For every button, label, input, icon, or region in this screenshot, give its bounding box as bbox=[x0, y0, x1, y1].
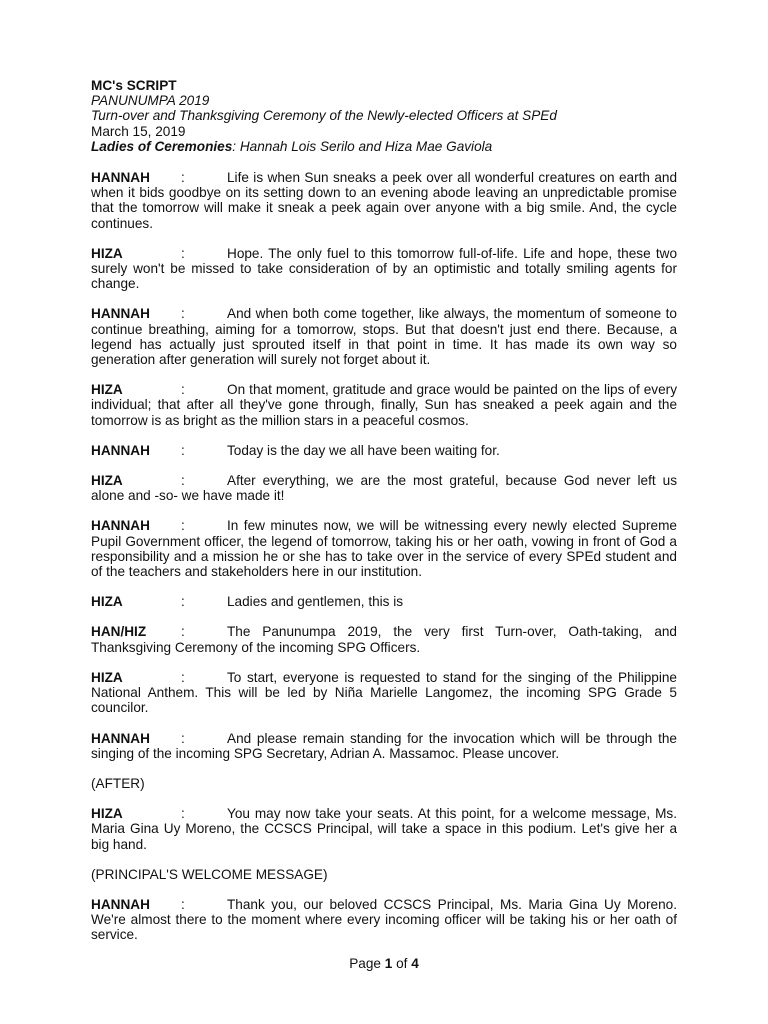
stage-note-after: (AFTER) bbox=[91, 775, 145, 791]
dialogue-line bbox=[91, 443, 677, 458]
speaker-name: HIZA bbox=[91, 473, 123, 489]
hosts-label: Ladies of Ceremonies bbox=[91, 138, 233, 154]
speaker-name: HIZA bbox=[91, 806, 123, 822]
event-subtitle: Turn-over and Thanksgiving Ceremony of the Newly-elected Officers at SPEd bbox=[91, 108, 557, 124]
of-word: of bbox=[396, 956, 408, 971]
script-body bbox=[91, 78, 677, 943]
line-text: You may now take your seats. At this point, for a welcome message, Ms. Maria Gina Uy Moreno, the CCSCS Principal, will take a space in this podium. Let's give her a big hand. bbox=[91, 806, 677, 852]
speaker-name: HANNAH bbox=[91, 442, 150, 458]
dialogue-line bbox=[91, 670, 677, 716]
speaker-name: HAN/HIZ bbox=[91, 624, 147, 640]
dialogue-line bbox=[91, 382, 677, 428]
dialogue-line bbox=[91, 624, 677, 654]
stage-note-principal: (PRINCIPAL'S WELCOME MESSAGE) bbox=[91, 866, 328, 882]
line-text: After everything, we are the most grateful, because God never left us alone and -so- we have made it! bbox=[91, 473, 677, 504]
page-total: 4 bbox=[411, 956, 419, 971]
speaker-colon: : bbox=[181, 306, 185, 322]
line-text: Life is when Sun sneaks a peek over all wonderful creatures on earth and when it bids goodbye on its setting down to an evening abode leaving an unpredictable promise that the tomorrow will make it sneak a peek again over anyone with a big smile. And, the cycle continues. bbox=[91, 170, 677, 231]
line-text: Ladies and gentlemen, this is bbox=[227, 594, 404, 610]
speaker-colon: : bbox=[181, 382, 185, 398]
line-text: On that moment, gratitude and grace would be painted on the lips of every individual; that after all they've gone through, finally, Sun has sneaked a peek again and the tomorrow is as bright as the million stars in a peaceful cosmos. bbox=[91, 382, 677, 428]
dialogue-line bbox=[91, 518, 677, 579]
dialogue-line bbox=[91, 473, 677, 503]
dialogue-lines bbox=[91, 170, 677, 761]
speaker-name: HANNAH bbox=[91, 896, 150, 912]
speaker-colon: : bbox=[181, 730, 185, 746]
speaker-name: HANNAH bbox=[91, 730, 150, 746]
speaker-colon: : bbox=[181, 594, 185, 610]
line-text: Thank you, our beloved CCSCS Principal, Ms. Maria Gina Uy Moreno. We're almost there to the moment where every incoming officer will be taking his or her oath of service. bbox=[91, 896, 677, 943]
page-footer bbox=[0, 956, 768, 971]
script-title: MC's SCRIPT bbox=[91, 78, 177, 93]
speaker-name: HANNAH bbox=[91, 170, 150, 186]
speaker-name: HIZA bbox=[91, 594, 123, 610]
line-text: To start, everyone is requested to stand for the singing of the Philippine National Anthem. This will be led by Niña Marielle Langomez, the incoming SPG Grade 5 councilor. bbox=[91, 669, 677, 716]
hosts-names: : Hannah Lois Serilo and Hiza Mae Gaviola bbox=[232, 138, 493, 154]
speaker-colon: : bbox=[181, 624, 185, 640]
dialogue-line bbox=[91, 170, 677, 231]
speaker-colon: : bbox=[181, 442, 185, 458]
dialogue-line bbox=[91, 806, 677, 852]
speaker-name: HIZA bbox=[91, 245, 123, 261]
line-text: Hope. The only fuel to this tomorrow full-of-life. Life and hope, these two surely won't be missed to take consideration of by an optimistic and totally smiling agents for change. bbox=[91, 245, 677, 292]
speaker-colon: : bbox=[181, 170, 185, 186]
dialogue-line bbox=[91, 731, 677, 761]
event-date: March 15, 2019 bbox=[91, 123, 186, 139]
line-text: In few minutes now, we will be witnessing every newly elected Supreme Pupil Government officer, the legend of tomorrow, taking his or her oath, vowing in front of God a responsibility and a mission he or she has to take over in the service of every SPEd student and of the teachers and stakeholders here in our institution. bbox=[91, 518, 677, 580]
speaker-name: HANNAH bbox=[91, 306, 150, 322]
speaker-colon: : bbox=[181, 473, 185, 489]
event-name: PANUNUMPA 2019 bbox=[91, 93, 210, 109]
page-number: 1 bbox=[384, 956, 393, 971]
line-text: And please remain standing for the invocation which will be through the singing of the incoming SPG Secretary, Adrian A. Massamoc. Please uncover. bbox=[91, 730, 677, 761]
dialogue-line bbox=[91, 594, 677, 609]
dialogue-line bbox=[91, 897, 677, 943]
speaker-colon: : bbox=[181, 669, 185, 685]
speaker-colon: : bbox=[181, 896, 185, 912]
speaker-name: HIZA bbox=[91, 669, 123, 685]
hosts-line bbox=[91, 139, 677, 154]
speaker-colon: : bbox=[181, 806, 185, 822]
line-text: Today is the day we all have been waiting for. bbox=[227, 442, 500, 458]
line-text: The Panunumpa 2019, the very first Turn-over, Oath-taking, and Thanksgiving Ceremony of the incoming SPG Officers. bbox=[91, 624, 677, 655]
dialogue-line bbox=[91, 306, 677, 367]
speaker-name: HIZA bbox=[91, 382, 123, 398]
speaker-name: HANNAH bbox=[91, 518, 150, 534]
speaker-colon: : bbox=[181, 518, 185, 534]
dialogue-line bbox=[91, 246, 677, 292]
speaker-colon: : bbox=[181, 245, 185, 261]
line-text: And when both come together, like always, the momentum of someone to continue breathing, aiming for a tomorrow, stops. But that doesn't just end there. Because, a legend has actually just sprouted itself in that point in time. It has made its own way so generation after generation will surely not forget about it. bbox=[91, 306, 677, 368]
page-word: Page bbox=[349, 956, 381, 971]
